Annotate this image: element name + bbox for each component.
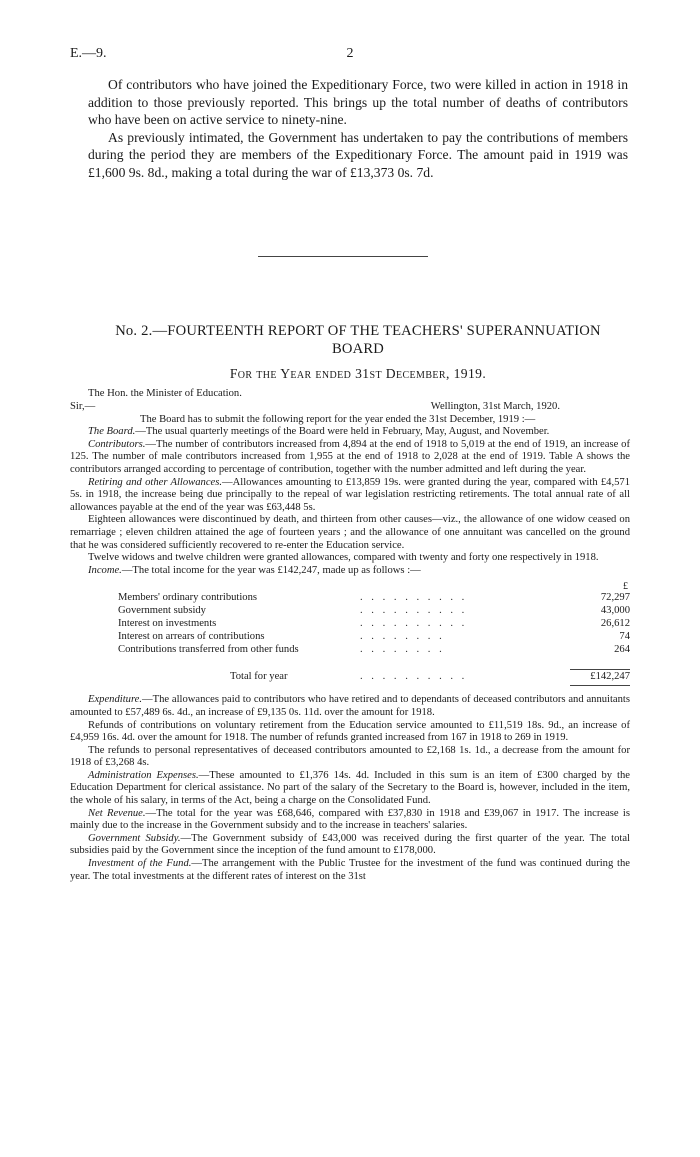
place-date: Wellington, 31st March, 1920. [430,400,560,412]
salutation: Sir,— [70,400,96,412]
addressee: The Hon. the Minister of Education. [88,388,242,399]
opening-line: The Board has to submit the following report for the year ended the 31st December, 1919 :— [140,413,536,425]
income-total-label: Total for year [230,671,288,683]
section-divider [258,256,428,257]
heading-retiring: Retiring and other Allowances. [88,476,222,488]
paragraph-contributors: Contributors.—The number of contributors increased from 4,894 at the end of 1918 to 5,019 at the end of 1919, an increase of 125. The number of male contributors increased from 1,955 at the end of 1918 to 2,028 at the end of 1919. Table A shows the contributors arranged according to percentage of contribution, together with the number admitted and left during the year. [70,438,630,475]
heading-contributors: Contributors. [88,438,146,450]
page-number: 2 [346,46,354,61]
income-total-amount: £142,247 [570,669,630,686]
heading-income: Income. [88,564,122,576]
report-body [70,388,630,883]
income-row [70,631,630,644]
heading-subsidy: Government Subsidy. [88,832,181,844]
report-subtitle: For the Year ended 31st December, 1919. [229,366,487,381]
page-header [70,46,630,66]
paragraph-refunds: Refunds of contributions on voluntary retirement from the Education service amounted to £11,519 18s. 9d., an increase of £4,959 16s. 4d. over the amount for 1918. The number of refunds granted increased from 167 in 1918 to 269 in 1919. [70,719,630,744]
salutation-line [70,401,630,414]
income-label: Members' ordinary contributions [118,592,258,604]
leader-dots: . . . . . . . . . . [360,618,468,630]
paragraph-widows: Twelve widows and twelve children were granted allowances, compared with twenty and forty one respectively in 1918. [88,552,599,564]
income-label: Interest on arrears of contributions [118,631,265,643]
income-amount: 43,000 [600,605,630,617]
income-amount: 74 [619,631,630,643]
income-amount: 72,297 [600,592,630,604]
income-label: Contributions transferred from other funds [118,644,299,656]
income-row [70,605,630,618]
paragraph-retiring: Retiring and other Allowances.—Allowances amounting to £13,859 19s. were granted during the year, compared with £4,571 5s. in 1918, the increase being due principally to the repeal of war legislation restricting retirements. The total annual rate of all allowances payable at the end of the year was £63,448 5s. [70,476,630,513]
heading-admin: Administration Expenses. [88,769,199,781]
paragraph-net-revenue: Net Revenue.—The total for the year was £68,646, compared with £37,830 in 1918 and £39,067 in 1917. The increase is mainly due to the increase in the Government subsidy and to the increase in teachers' salaries. [70,807,630,832]
heading-net-revenue: Net Revenue. [88,807,146,819]
paragraph-eighteen: Eighteen allowances were discontinued by death, and thirteen from other causes—viz., the allowance of one widow ceased on remarriage ; eleven children attained the age of fourteen years ; and the allowance of one annuitant was cancelled on the ground that he was considered sufficiently recovered to re-enter the Education service. [70,514,630,551]
report-title: No. 2.—FOURTEENTH REPORT OF THE TEACHERS' SUPERANNUATION BOARD [115,323,601,357]
paragraph-admin: Administration Expenses.—These amounted to £1,376 14s. 4d. Included in this sum is an item of £300 charged by the Education Department for clerical assistance. No part of the salary of the Secretary to the Board is, however, included in the item, the whole of his salary, in terms of the Act, being a charge on the Consolidated Fund. [70,769,631,807]
paragraph-investment: Investment of the Fund.—The arrangement with the Public Trustee for the investment of the fund was continued during the year. The total investments at the different rates of interest on the 31st [70,858,630,882]
leader-dots: . . . . . . . . [360,631,445,643]
document-reference: E.—9. [70,46,107,61]
paragraph-board: The Board.—The usual quarterly meetings of the Board were held in February, May, August, and November. [88,426,550,438]
leader-dots: . . . . . . . . . . [360,671,468,683]
paragraph-expenditure: Expenditure.—The allowances paid to contributors who have retired and to dependants of deceased contributors and annuitants amounted to £57,489 6s. 4d., an increase of £9,135 0s. 11d. over the amount for 1918. [70,694,630,718]
paragraph-subsidy: Government Subsidy.—The Government subsidy of £43,000 was received during the first quarter of the year. The total subsidies paid by the Government since the inception of the fund amount to £178,000. [70,832,630,857]
intro-section [88,76,628,181]
income-row [70,618,630,631]
leader-dots: . . . . . . . . . . [360,605,468,617]
income-total-row [70,671,630,684]
heading-expenditure: Expenditure. [88,694,143,706]
income-table [70,581,630,684]
intro-paragraph: As previously intimated, the Government has undertaken to pay the contributions of members during the period they are members of the Expeditionary Force. The amount paid in 1919 was £1,600 9s. 8d., making a total during the war of £13,373 0s. 7d. [88,129,628,180]
income-amount: 26,612 [600,618,630,630]
income-row [70,644,630,657]
heading-board: The Board. [88,426,136,438]
paragraph-income: Income.—The total income for the year was £142,247, made up as follows :— [88,564,421,576]
paragraph-personal: The refunds to personal representatives of deceased contributors amounted to £2,168 1s. 1d., a decrease from the amount for 1918 of £3,268 4s. [70,744,630,769]
income-label: Interest on investments [118,618,217,630]
intro-paragraph: Of contributors who have joined the Expeditionary Force, two were killed in action in 1918 in addition to those previously reported. This brings up the total number of deaths of contributors who have been on active service to ninety-nine. [88,77,628,127]
heading-investment: Investment of the Fund. [88,858,192,870]
income-amount: 264 [614,644,630,656]
currency-label: £ [623,581,628,593]
income-label: Government subsidy [118,605,206,617]
income-row [70,592,630,605]
leader-dots: . . . . . . . . . . [360,592,468,604]
leader-dots: . . . . . . . . [360,644,445,656]
